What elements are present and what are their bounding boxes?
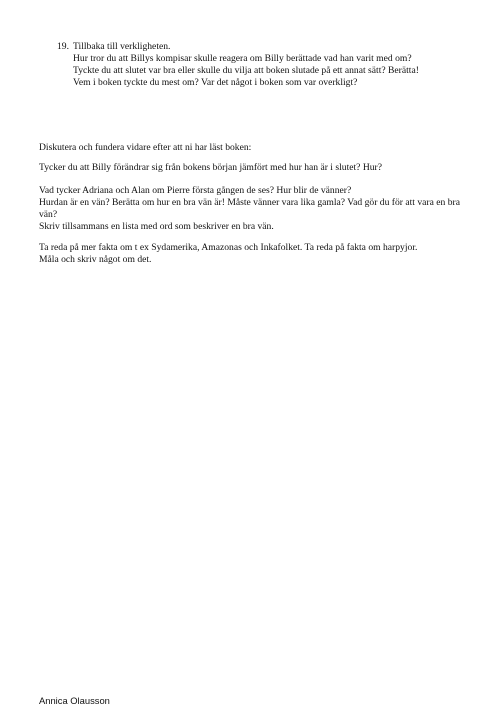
question-title: Tillbaka till verkligheten. (73, 41, 171, 52)
paragraph-line: Ta reda på mer fakta om t ex Sydamerika, Amazonas och Inkafolket. Ta reda på fakta om harpyjor. (39, 242, 418, 253)
question-line: Vem i boken tyckte du mest om? Var det något i boken som var overkligt? (73, 77, 358, 88)
question-number: 19. (57, 41, 69, 52)
paragraph-line: Måla och skriv något om det. (39, 254, 152, 265)
paragraph-line: Hurdan är en vän? Berätta om hur en bra vän är! Måste vänner vara lika gamla? Vad gör du för att vara en bra vän? (39, 197, 460, 220)
paragraph-line: Vad tycker Adriana och Alan om Pierre första gången de ses? Hur blir de vänner? (39, 185, 352, 196)
discussion-paragraph-1 (39, 162, 469, 174)
footer-author: Annica Olausson (39, 695, 110, 706)
question-19 (57, 41, 477, 89)
discussion-intro-text: Diskutera och fundera vidare efter att ni har läst boken: (39, 142, 252, 153)
question-line: Tyckte du att slutet var bra eller skulle du vilja att boken slutade på ett annat sätt? Berätta! (73, 65, 419, 76)
paragraph-line: Skriv tillsammans en lista med ord som beskriver en bra vän. (39, 221, 274, 232)
discussion-paragraph-2 (39, 185, 469, 233)
discussion-intro (39, 142, 469, 154)
question-line: Hur tror du att Billys kompisar skulle reagera om Billy berättade vad han varit med om? (73, 53, 412, 64)
question-19-heading (57, 41, 477, 53)
discussion-paragraph-3 (39, 242, 469, 266)
discussion-paragraph-text: Tycker du att Billy förändrar sig från bokens början jämfört med hur han är i slutet? Hur? (39, 162, 382, 173)
question-19-lines (57, 53, 477, 89)
